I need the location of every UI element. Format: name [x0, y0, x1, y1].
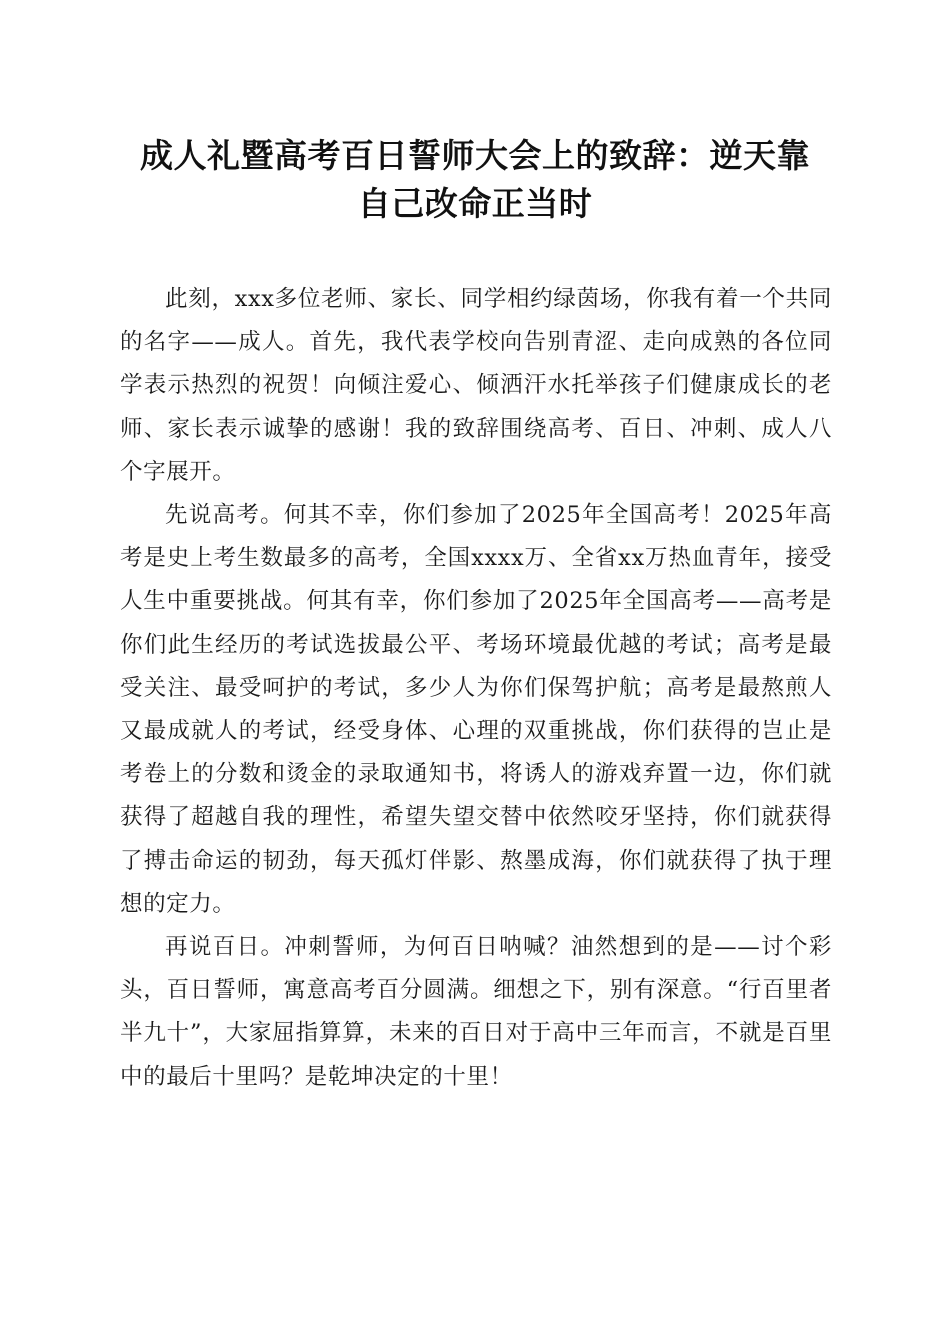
document-title: [110, 132, 840, 228]
title-line-1: 成人礼暨高考百日誓师大会上的致辞：逆天靠: [140, 136, 810, 175]
paragraph-hundred-days: 再说百日。冲刺誓师，为何百日呐喊？油然想到的是——讨个彩头，百日誓师，寓意高考百分圆满。细想之下，别有深意。“行百里者半九十”，大家屈指算算，未来的百日对于高中三年而言，不就是百里中的最后十里吗？是乾坤决定的十里！: [120, 934, 832, 1090]
document-body: [120, 278, 832, 1099]
paragraph-opening: 此刻，xxx多位老师、家长、同学相约绿茵场，你我有着一个共同的名字——成人。首先，我代表学校向告别青涩、走向成熟的各位同学表示热烈的祝贺！向倾注爱心、倾洒汗水托举孩子们健康成长的老师、家长表示诚挚的感谢！我的致辞围绕高考、百日、冲刺、成人八个字展开。: [120, 286, 832, 485]
title-line-2: 自己改命正当时: [357, 184, 593, 223]
paragraph-gaokao: 先说高考。何其不幸，你们参加了2025年全国高考！2025年高考是史上考生数最多的高考，全国xxxx万、全省xx万热血青年，接受人生中重要挑战。何其有幸，你们参加了2025年全国高考——高考是你们此生经历的考试选拔最公平、考场环境最优越的考试；高考是最受关注、最受呵护的考试，多少人为你们保驾护航；高考是最熬煎人又最成就人的考试，经受身体、心理的双重挑战，你们获得的岂止是考卷上的分数和烫金的录取通知书，将诱人的游戏弃置一边，你们就获得了超越自我的理性，希望失望交替中依然咬牙坚持，你们就获得了搏击命运的韧劲，每天孤灯伴影、熬墨成海，你们就获得了执于理想的定力。: [120, 502, 832, 917]
